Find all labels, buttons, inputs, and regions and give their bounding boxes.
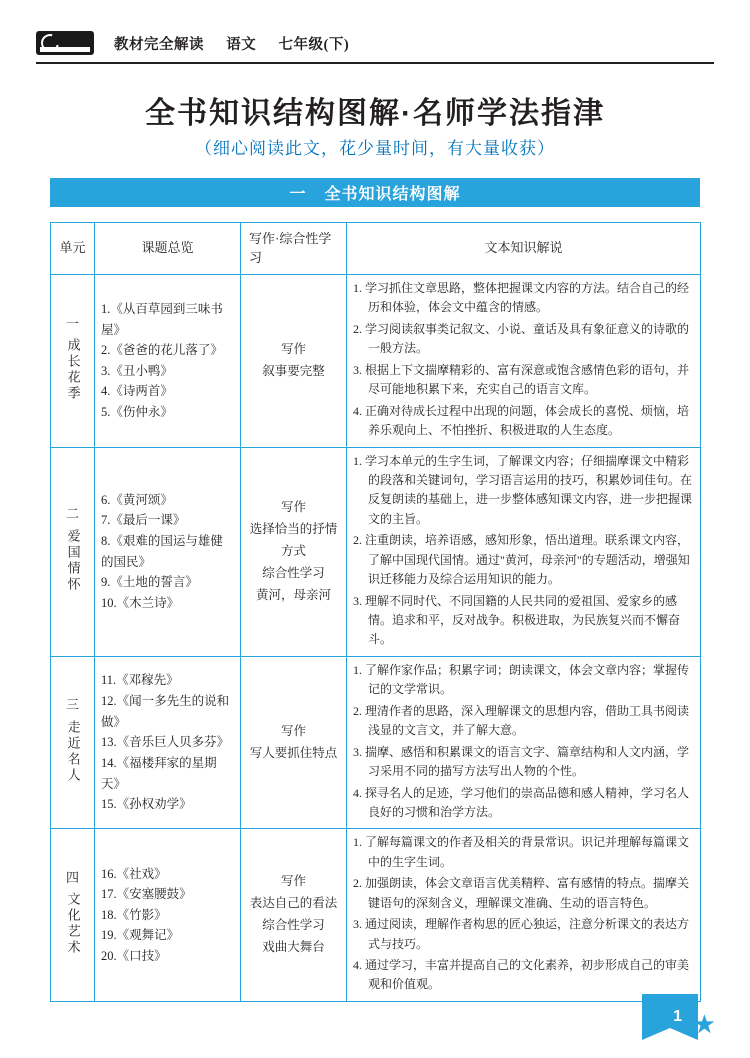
topics-cell xyxy=(95,275,241,448)
brand-logo-icon xyxy=(36,31,94,55)
unit-cell xyxy=(51,447,95,656)
topic-item: 18.《竹影》 xyxy=(101,907,167,922)
topic-item: 19.《观舞记》 xyxy=(101,928,180,943)
topic-item: 10.《木兰诗》 xyxy=(101,595,180,610)
col-header-knowledge: 文本知识解说 xyxy=(347,223,701,275)
unit-name: 爱国情怀 xyxy=(65,528,81,593)
star-icon: ★ xyxy=(692,1010,716,1039)
page-number-badge xyxy=(630,992,716,1040)
topic-item: 4.《诗两首》 xyxy=(101,384,173,399)
topic-item: 1.《从百草园到三味书屋》 xyxy=(101,301,223,337)
topic-item: 11.《邓稼先》 xyxy=(101,673,179,688)
knowledge-cell xyxy=(347,656,701,829)
table-row xyxy=(51,829,701,1002)
table-row xyxy=(51,447,701,656)
writing-item: 写作 xyxy=(280,341,306,356)
knowledge-structure-table xyxy=(50,222,701,1002)
topic-item: 13.《音乐巨人贝多芬》 xyxy=(101,735,230,750)
table-row xyxy=(51,275,701,448)
header-title-main: 教材完全解读 xyxy=(114,36,204,53)
knowledge-item: 1. 了解每篇课文的作者及相关的背景常识。识记并理解每篇课文中的生字生词。 xyxy=(353,835,690,869)
knowledge-cell xyxy=(347,829,701,1002)
writing-item: 写人要抓住特点 xyxy=(249,745,338,760)
unit-name: 走近名人 xyxy=(65,719,81,784)
knowledge-item: 4. 通过学习，丰富并提高自己的文化素养，初步形成自己的审美观和价值观。 xyxy=(353,958,690,992)
page-title: 全书知识结构图解·名师学法指津 xyxy=(145,97,605,130)
unit-cell xyxy=(51,656,95,829)
writing-cell xyxy=(241,656,347,829)
knowledge-cell xyxy=(347,275,701,448)
knowledge-item: 1. 学习本单元的生字生词，了解课文内容；仔细揣摩课文中精彩的段落和关键词句，学习语言运用的技巧，积累妙词佳句。在反复朗读的基础上，进一步整体感知课文内容，进一步把握课文的主旨。 xyxy=(353,453,693,526)
knowledge-cell xyxy=(347,447,701,656)
knowledge-item: 4. 探寻名人的足迹，学习他们的崇高品德和感人精神，学习名人良好的习惯和治学方法。 xyxy=(353,785,690,819)
topic-item: 15.《孙权劝学》 xyxy=(101,797,192,812)
header-title-subject: 语文 xyxy=(226,36,257,53)
unit-name: 成长花季 xyxy=(65,337,81,402)
unit-number: 一 xyxy=(65,315,79,331)
topic-item: 2.《爸爸的花儿落了》 xyxy=(101,343,223,358)
page-header xyxy=(36,26,714,60)
topic-item: 7.《最后一课》 xyxy=(101,513,186,528)
section-label: 全书知识结构图解 xyxy=(324,186,461,203)
writing-cell xyxy=(241,275,347,448)
writing-cell xyxy=(241,829,347,1002)
knowledge-item: 1. 了解作家作品；积累字词；朗读课文，体会文章内容；掌握传记的文学常识。 xyxy=(353,662,690,697)
col-header-unit: 单元 xyxy=(51,223,95,275)
knowledge-item: 3. 根据上下文揣摩精彩的、富有深意或饱含感情色彩的语句，并尽可能地积累下来，充实自己的语言文库。 xyxy=(353,362,690,397)
writing-item: 黄河，母亲河 xyxy=(255,587,331,602)
unit-number: 四 xyxy=(65,869,79,885)
knowledge-item: 2. 注重朗读，培养语感，感知形象，悟出道理。联系课文内容，了解中国现代国情。通过"黄河，母亲河"的专题活动，增强知识迁移能力及综合运用知识的能力。 xyxy=(353,533,690,587)
header-title xyxy=(114,33,349,54)
section-number: 一 xyxy=(289,186,307,203)
topic-item: 5.《伤仲永》 xyxy=(101,405,173,419)
writing-item: 写作 xyxy=(280,500,306,514)
page-subtitle: （细心阅读此文，花少量时间，有大量收获） xyxy=(195,139,555,158)
writing-item: 叙事要完整 xyxy=(262,363,325,378)
knowledge-item: 3. 揣摩、感悟和积累课文的语言文字、篇章结构和人文内涵，学习采用不同的描写方法写出人物的个性。 xyxy=(353,744,690,779)
table-row xyxy=(51,656,701,829)
knowledge-item: 2. 学习阅读叙事类记叙文、小说、童话及具有象征意义的诗歌的一般方法。 xyxy=(353,321,690,356)
badge-shape-icon xyxy=(642,994,698,1040)
header-title-grade: 七年级(下) xyxy=(278,36,350,53)
col-header-topics: 课题总览 xyxy=(95,223,241,275)
topics-cell xyxy=(95,656,241,829)
topic-item: 8.《艰难的国运与雄健的国民》 xyxy=(101,534,223,569)
topic-item: 3.《丑小鸭》 xyxy=(101,363,173,378)
writing-cell xyxy=(241,447,347,656)
topic-item: 20.《口技》 xyxy=(101,949,167,964)
topic-item: 6.《黄河颂》 xyxy=(101,492,173,507)
unit-number: 三 xyxy=(65,697,79,713)
page-number: 1 xyxy=(673,1008,682,1025)
topic-item: 12.《闻一多先生的说和做》 xyxy=(101,694,230,729)
unit-cell xyxy=(51,829,95,1002)
knowledge-item: 1. 学习抓住文章思路，整体把握课文内容的方法。结合自己的经历和体验，体会文中蕴含的情感。 xyxy=(353,281,690,315)
unit-name: 文化艺术 xyxy=(65,892,81,957)
header-divider xyxy=(36,62,714,64)
topics-cell xyxy=(95,447,241,656)
unit-number: 二 xyxy=(65,506,79,522)
writing-item: 选择恰当的抒情方式 xyxy=(249,521,338,558)
writing-item: 写作 xyxy=(280,723,306,738)
topic-item: 16.《社戏》 xyxy=(101,866,167,881)
topic-item: 9.《土地的誓言》 xyxy=(101,575,198,590)
knowledge-item: 2. 加强朗读，体会文章语言优美精粹、富有感情的特点。揣摩关键语句的深刻含义，理解课文准确、生动的语言特色。 xyxy=(353,876,690,910)
knowledge-item: 2. 理清作者的思路，深入理解课文的思想内容，借助工具书阅读浅显的文言文，并了解大意。 xyxy=(353,703,690,738)
table-header-row xyxy=(51,223,701,275)
knowledge-item: 3. 理解不同时代、不同国籍的人民共同的爱祖国、爱家乡的感情。追求和平，反对战争。积极进取，为民族复兴而不懈奋斗。 xyxy=(353,593,681,647)
writing-item: 综合性学习 xyxy=(262,918,325,933)
section-heading xyxy=(50,178,700,207)
writing-item: 写作 xyxy=(280,874,306,889)
topic-item: 14.《福楼拜家的星期天》 xyxy=(101,755,217,791)
unit-cell xyxy=(51,275,95,448)
writing-item: 表达自己的看法 xyxy=(249,896,338,911)
knowledge-item: 4. 正确对待成长过程中出现的问题，体会成长的喜悦、烦恼，培养乐观向上、不怕挫折、积极进取的人生态度。 xyxy=(353,403,690,438)
col-header-writing: 写作·综合性学习 xyxy=(241,223,347,275)
topics-cell xyxy=(95,829,241,1002)
knowledge-item: 3. 通过阅读，理解作者构思的匠心独运，注意分析课文的表达方式与技巧。 xyxy=(353,917,690,951)
writing-item: 综合性学习 xyxy=(262,565,325,580)
topic-item: 17.《安塞腰鼓》 xyxy=(101,887,192,902)
writing-item: 戏曲大舞台 xyxy=(262,940,325,954)
